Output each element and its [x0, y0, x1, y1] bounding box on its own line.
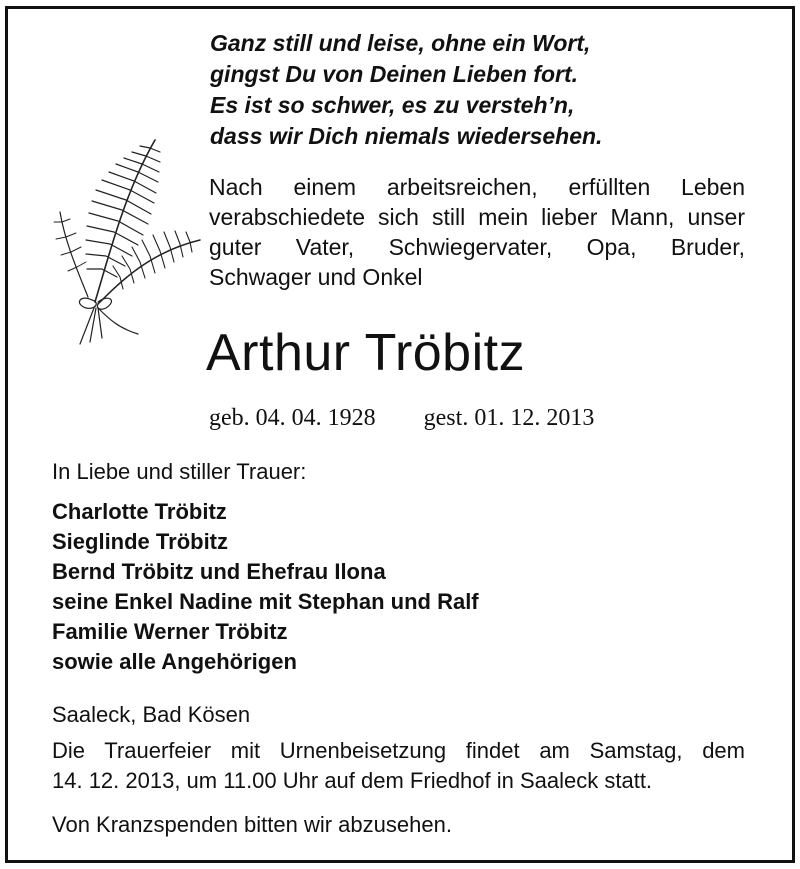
- family-member: Familie Werner Tröbitz: [52, 619, 288, 644]
- intro-line: guter Vater, Schwiegervater, Opa, Bruder,: [209, 234, 745, 260]
- poem-line: gingst Du von Deinen Lieben fort.: [210, 61, 578, 87]
- death-date: gest. 01. 12. 2013: [423, 405, 595, 431]
- poem-line: dass wir Dich niemals wiedersehen.: [210, 123, 603, 149]
- family-member: Charlotte Tröbitz: [52, 499, 227, 524]
- ceremony-info: [52, 736, 745, 796]
- family-member: sowie alle Angehörigen: [52, 649, 297, 674]
- intro-line: verabschiedete sich still mein lieber Mann, unser: [209, 204, 745, 230]
- ceremony-line: 14. 12. 2013, um 11.00 Uhr auf dem Friedhof in Saaleck statt.: [52, 768, 653, 793]
- place: Saaleck, Bad Kösen: [52, 702, 251, 727]
- ceremony-line: Die Trauerfeier mit Urnenbeisetzung findet am Samstag, dem: [52, 738, 745, 763]
- fern-illustration: [40, 132, 210, 347]
- poem: [210, 28, 602, 152]
- mourning-line: In Liebe und stiller Trauer:: [52, 459, 307, 484]
- family-member: seine Enkel Nadine mit Stephan und Ralf: [52, 589, 479, 614]
- family-list: [52, 497, 479, 677]
- birth-date: geb. 04. 04. 1928: [209, 405, 376, 431]
- family-member: Sieglinde Tröbitz: [52, 529, 229, 554]
- wreath-note: Von Kranzspenden bitten wir abzusehen.: [52, 812, 452, 837]
- intro-line: Nach einem arbeitsreichen, erfüllten Leben: [209, 174, 745, 200]
- intro-text: [209, 172, 745, 292]
- poem-line: Es ist so schwer, es zu versteh’n,: [210, 92, 575, 118]
- poem-line: Ganz still und leise, ohne ein Wort,: [210, 30, 591, 56]
- life-dates: [209, 401, 594, 435]
- intro-line: Schwager und Onkel: [209, 264, 423, 290]
- deceased-name: Arthur Tröbitz: [206, 324, 526, 382]
- family-member: Bernd Tröbitz und Ehefrau Ilona: [52, 559, 386, 584]
